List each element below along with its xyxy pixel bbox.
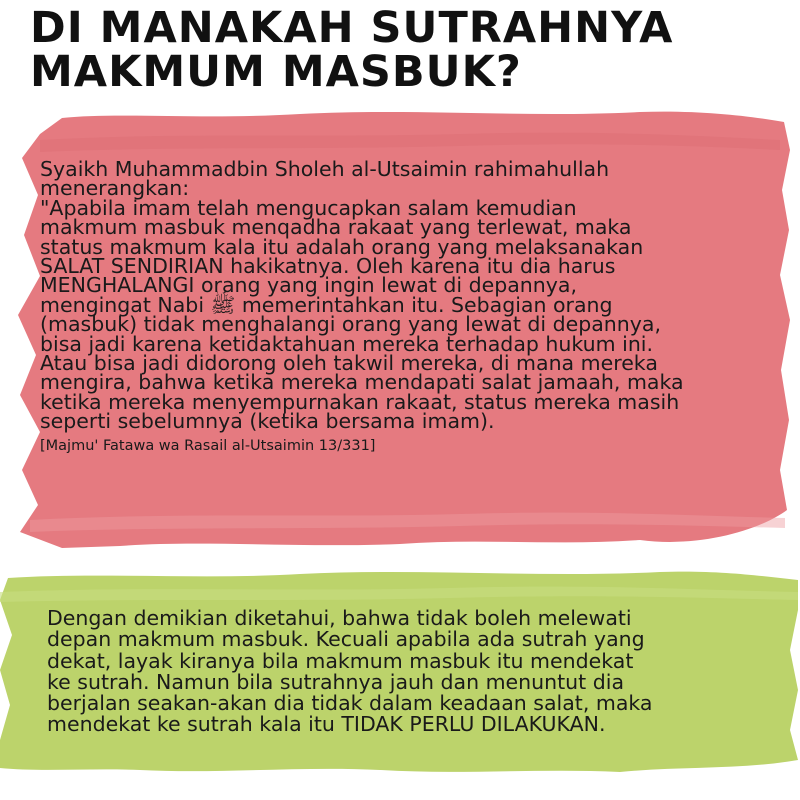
text-line: ke sutrah. Namun bila sutrahnya jauh dan menuntut dia bbox=[47, 669, 625, 694]
text-line: status makmum kala itu adalah orang yang melaksanakan bbox=[40, 234, 644, 259]
text-line: Syaikh Muhammadbin Sholeh al-Utsaimin rahimahullah bbox=[40, 157, 610, 181]
citation: [Majmu' Fatawa wa Rasail al-Utsaimin 13/331] bbox=[40, 437, 376, 454]
text-line: menerangkan: bbox=[40, 176, 190, 201]
text-line: dekat, layak kiranya bila makmum masbuk itu mendekat bbox=[47, 648, 634, 673]
text-line: mengira, bahwa ketika mereka mendapati salat jamaah, maka bbox=[40, 370, 684, 395]
text-line: SALAT SENDIRIAN hakikatnya. Oleh karena itu dia harus bbox=[40, 254, 616, 279]
text-line: Dengan demikian diketahui, bahwa tidak boleh melewati bbox=[47, 606, 632, 630]
text-line: MENGHALANGI orang yang ingin lewat di depannya, bbox=[40, 273, 577, 298]
text-line: seperti sebelumnya (ketika bersama imam). bbox=[40, 409, 495, 434]
title-line-2: MAKMUM MASBUK? bbox=[30, 47, 522, 97]
text-line: makmum masbuk menqadha rakaat yang terlewat, maka bbox=[40, 215, 632, 240]
green-panel-text bbox=[47, 608, 787, 736]
text-line: bisa jadi karena ketidaktahuan mereka terhadap hukum ini. bbox=[40, 331, 654, 356]
pink-panel-text bbox=[40, 157, 790, 456]
text-line: Atau bisa jadi didorong oleh takwil mereka, di mana mereka bbox=[40, 351, 658, 376]
text-line: "Apabila imam telah mengucapkan salam kemudian bbox=[40, 195, 577, 220]
text-line: mengingat Nabi ﷺ memerintahkan itu. Sebagian orang bbox=[40, 292, 613, 317]
text-line: berjalan seakan-akan dia tidak dalam keadaan salat, maka bbox=[47, 691, 653, 716]
text-line: ketika mereka menyempurnakan rakaat, status mereka masih bbox=[40, 389, 680, 414]
text-line: mendekat ke sutrah kala itu TIDAK PERLU DILAKUKAN. bbox=[47, 712, 606, 737]
text-line: (masbuk) tidak menghalangi orang yang lewat di depannya, bbox=[40, 312, 661, 337]
text-line: depan makmum masbuk. Kecuali apabila ada sutrah yang bbox=[47, 627, 645, 652]
title-line-1: DI MANAKAH SUTRAHNYA bbox=[30, 3, 674, 53]
